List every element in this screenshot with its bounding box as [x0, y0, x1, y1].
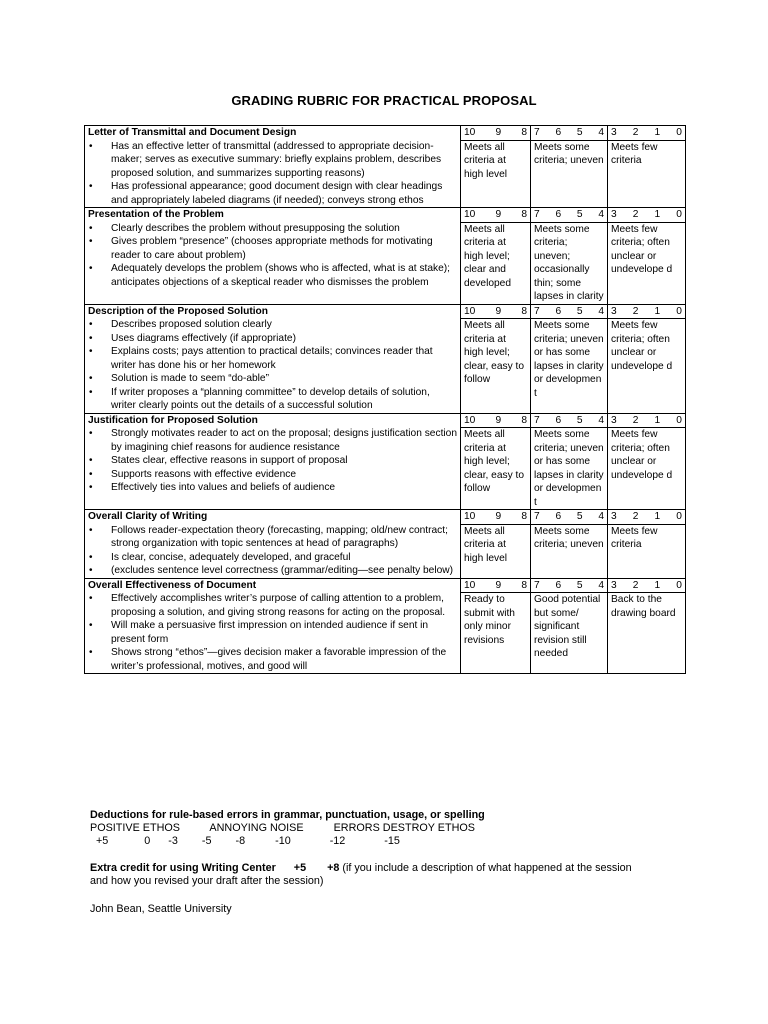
score-range-mid [531, 579, 607, 594]
score-number: 1 [654, 305, 661, 317]
criterion-bullet-list [88, 140, 457, 208]
score-number: 5 [576, 305, 583, 317]
score-cell-mid [531, 304, 608, 413]
score-range-low [608, 126, 685, 141]
criterion-cell [85, 413, 461, 510]
page-title: GRADING RUBRIC FOR PRACTICAL PROPOSAL [231, 93, 537, 108]
criterion-bullet-list [88, 318, 457, 413]
score-description-high: Meets all criteria at high level [464, 141, 508, 180]
score-cell-high [461, 126, 531, 208]
score-description-high: Meets all criteria at high level [464, 525, 508, 564]
score-number: 3 [611, 305, 617, 317]
criterion-bullet: • Will make a persuasive first impression on intended audience if sent in present form [111, 619, 457, 646]
score-cell-mid [531, 413, 608, 510]
score-number: 4 [598, 209, 604, 220]
score-description-mid: Meets some criteria; uneven or has some lapses in clarity or developmen t [534, 320, 604, 399]
score-number: 2 [632, 414, 639, 426]
author-credit: John Bean, Seattle University [90, 903, 232, 915]
score-number: 6 [555, 127, 562, 138]
score-number: 4 [598, 579, 604, 591]
score-number: 3 [611, 209, 617, 220]
score-number: 3 [611, 127, 617, 138]
score-number: 1 [654, 414, 661, 426]
criterion-bullet: • Clearly describes the problem without presupposing the solution [111, 222, 457, 236]
score-number: 6 [555, 305, 562, 317]
score-number: 10 [464, 414, 476, 426]
criterion-cell [85, 126, 461, 208]
score-range-low [608, 510, 685, 525]
score-number: 6 [555, 511, 562, 522]
deductions-heading: Deductions for rule-based errors in grammar, punctuation, usage, or spelling [90, 809, 485, 821]
score-description-high: Ready to submit with only minor revisions [464, 594, 515, 646]
score-number: 9 [495, 209, 502, 220]
criterion-bullet: • Strongly motivates reader to act on the proposal; designs justification section by imagining chief reasons for audience resistance [111, 427, 457, 454]
score-number: 3 [611, 414, 617, 426]
score-number: 8 [521, 127, 527, 138]
criterion-title: Letter of Transmittal and Document Design [88, 127, 297, 138]
score-number: 1 [654, 511, 661, 522]
score-range-low [608, 414, 685, 429]
rubric-row [85, 304, 686, 413]
score-number: 8 [521, 414, 527, 426]
score-range-low [608, 579, 685, 594]
score-number: 6 [555, 209, 562, 220]
deductions-section [90, 809, 485, 848]
score-description-low: Meets few criteria [611, 525, 658, 550]
score-number: 9 [495, 127, 502, 138]
score-number: 10 [464, 511, 476, 522]
score-description-mid: Meets some criteria; uneven [534, 141, 604, 166]
criterion-bullet-list [88, 592, 457, 673]
score-number: 4 [598, 414, 604, 426]
criterion-bullet: • Uses diagrams effectively (if appropriate) [111, 332, 457, 346]
score-cell-mid [531, 578, 608, 674]
criterion-bullet: • Effectively ties into values and beliefs of audience [111, 481, 457, 495]
score-range-mid [531, 510, 607, 525]
score-number: 7 [534, 414, 540, 426]
score-number: 0 [676, 511, 682, 522]
criterion-cell [85, 578, 461, 674]
criterion-title: Overall Effectiveness of Document [88, 579, 257, 591]
score-cell-high [461, 510, 531, 579]
score-number: 5 [576, 414, 583, 426]
rubric-row [85, 510, 686, 579]
criterion-title: Justification for Proposed Solution [88, 414, 258, 426]
score-description-mid: Meets some criteria; uneven; occasionally thin; some lapses in clarity [534, 223, 604, 302]
criterion-bullet: • If writer proposes a “planning committee” to develop details of solution, writer clearly points out the details of a successful solution [111, 386, 457, 413]
score-number: 6 [555, 579, 562, 591]
score-cell-mid [531, 208, 608, 305]
score-cell-low [608, 304, 686, 413]
score-number: 9 [495, 414, 502, 426]
criterion-bullet: • Describes proposed solution clearly [111, 318, 457, 332]
score-number: 0 [676, 414, 682, 426]
score-number: 7 [534, 127, 540, 138]
score-description-mid: Good potential but some/ significant revision still needed [534, 594, 601, 659]
score-number: 10 [464, 305, 476, 317]
score-number: 2 [632, 305, 639, 317]
score-number: 10 [464, 127, 476, 138]
score-range-low [608, 305, 685, 320]
score-number: 0 [676, 305, 682, 317]
score-number: 2 [632, 127, 639, 138]
score-cell-high [461, 208, 531, 305]
score-range-low [608, 208, 685, 223]
criterion-bullet: • Gives problem “presence” (chooses appropriate methods for motivating reader to care about problem) [111, 235, 457, 262]
rubric-row [85, 208, 686, 305]
rubric-row [85, 413, 686, 510]
criterion-bullet: • Has an effective letter of transmittal (addressed to appropriate decision-maker; serves as executive summary: briefly explains problem, describes proposed solution, and summarizes supporting reasons) [111, 140, 457, 181]
score-number: 2 [632, 209, 639, 220]
score-range-high [461, 305, 530, 320]
criterion-bullet: • Explains costs; pays attention to practical details; convinces reader that writer has done his or her homework [111, 345, 457, 372]
score-number: 2 [632, 579, 639, 591]
score-range-mid [531, 305, 607, 320]
score-description-low: Meets few criteria; often unclear or undevelope d [611, 429, 673, 481]
score-description-high: Meets all criteria at high level; clear, easy to follow [464, 320, 525, 385]
score-cell-low [608, 126, 686, 208]
score-number: 0 [676, 579, 682, 591]
score-description-high: Meets all criteria at high level; clear and developed [464, 223, 512, 289]
score-cell-high [461, 413, 531, 510]
score-number: 8 [521, 511, 527, 522]
criterion-bullet: • Effectively accomplishes writer’s purpose of calling attention to a problem, proposing a solution, and giving strong reasons for acting on the proposal. [111, 592, 457, 619]
score-number: 6 [555, 414, 562, 426]
extra-credit-section [90, 862, 632, 888]
score-cell-high [461, 578, 531, 674]
score-range-high [461, 126, 530, 141]
score-cell-low [608, 413, 686, 510]
score-number: 7 [534, 579, 540, 591]
score-number: 8 [521, 209, 527, 220]
score-number: 0 [676, 209, 682, 220]
score-cell-low [608, 510, 686, 579]
score-number: 7 [534, 209, 540, 220]
score-description-low: Back to the drawing board [611, 594, 676, 619]
criterion-bullet: • Has professional appearance; good document design with clear headings and appropriately labeled diagrams (if needed); conveys strong ethos [111, 180, 457, 207]
score-number: 0 [676, 127, 682, 138]
score-range-mid [531, 126, 607, 141]
score-number: 9 [495, 305, 502, 317]
criterion-cell [85, 208, 461, 305]
score-range-high [461, 208, 530, 223]
criterion-bullet: • States clear, effective reasons in support of proposal [111, 454, 457, 468]
score-number: 9 [495, 579, 502, 591]
score-cell-low [608, 208, 686, 305]
score-number: 8 [521, 579, 527, 591]
score-number: 10 [464, 209, 476, 220]
score-description-high: Meets all criteria at high level; clear, easy to follow [464, 429, 525, 494]
extra-credit-lead: Extra credit for using Writing Center +5 +8 [90, 862, 340, 874]
criterion-title: Overall Clarity of Writing [88, 511, 208, 522]
criterion-bullet: • (excludes sentence level correctness (grammar/editing—see penalty below) [111, 564, 457, 578]
score-description-low: Meets few criteria; often unclear or undevelope d [611, 320, 673, 372]
score-number: 3 [611, 511, 617, 522]
criterion-title: Presentation of the Problem [88, 209, 224, 220]
criterion-bullet-list [88, 427, 457, 495]
score-number: 10 [464, 579, 476, 591]
extra-credit-note-continued: and how you revised your draft after the session) [90, 875, 324, 887]
score-description-low: Meets few criteria; often unclear or undevelope d [611, 223, 673, 275]
rubric-row [85, 126, 686, 208]
criterion-cell [85, 304, 461, 413]
score-number: 4 [598, 127, 604, 138]
score-number: 8 [521, 305, 527, 317]
criterion-title: Description of the Proposed Solution [88, 305, 268, 317]
criterion-bullet: • Is clear, concise, adequately developed, and graceful [111, 551, 457, 565]
score-description-mid: Meets some criteria; uneven or has some lapses in clarity or developmen t [534, 429, 604, 508]
criterion-bullet: • Follows reader-expectation theory (forecasting, mapping; old/new contract; strong organization with topic sentences at head of paragraphs) [111, 524, 457, 551]
score-range-high [461, 414, 530, 429]
score-number: 1 [654, 579, 661, 591]
rubric-table [84, 125, 686, 674]
score-number: 7 [534, 511, 540, 522]
criterion-bullet-list [88, 524, 457, 578]
score-description-mid: Meets some criteria; uneven [534, 525, 604, 550]
score-number: 5 [576, 579, 583, 591]
score-number: 1 [654, 209, 661, 220]
criterion-bullet: • Adequately develops the problem (shows who is affected, what is at stake); anticipates objections of a skeptical reader who dismisses the problem [111, 262, 457, 289]
criterion-bullet: • Solution is made to seem “do-able” [111, 372, 457, 386]
score-number: 1 [654, 127, 661, 138]
extra-credit-note: (if you include a description of what happened at the session [339, 862, 632, 874]
score-number: 5 [576, 209, 583, 220]
score-range-mid [531, 414, 607, 429]
score-range-mid [531, 208, 607, 223]
score-range-high [461, 579, 530, 594]
score-number: 2 [632, 511, 639, 522]
score-number: 5 [576, 127, 583, 138]
criterion-cell [85, 510, 461, 579]
criterion-bullet: • Supports reasons with effective evidence [111, 468, 457, 482]
score-number: 4 [598, 305, 604, 317]
deductions-scale-labels: POSITIVE ETHOS ANNOYING NOISE ERRORS DESTROY ETHOS [90, 822, 475, 834]
criterion-bullet: • Shows strong “ethos”—gives decision maker a favorable impression of the writer’s professional, motives, and good will [111, 646, 457, 673]
score-description-low: Meets few criteria [611, 141, 658, 166]
score-number: 5 [576, 511, 583, 522]
score-cell-mid [531, 126, 608, 208]
deductions-scale-values: +5 0 -3 -5 -8 -10 -12 -15 [90, 835, 400, 847]
score-range-high [461, 510, 530, 525]
score-cell-mid [531, 510, 608, 579]
criterion-bullet-list [88, 222, 457, 290]
rubric-row [85, 578, 686, 674]
score-number: 9 [495, 511, 502, 522]
score-number: 4 [598, 511, 604, 522]
score-cell-low [608, 578, 686, 674]
score-number: 7 [534, 305, 540, 317]
score-cell-high [461, 304, 531, 413]
score-number: 3 [611, 579, 617, 591]
